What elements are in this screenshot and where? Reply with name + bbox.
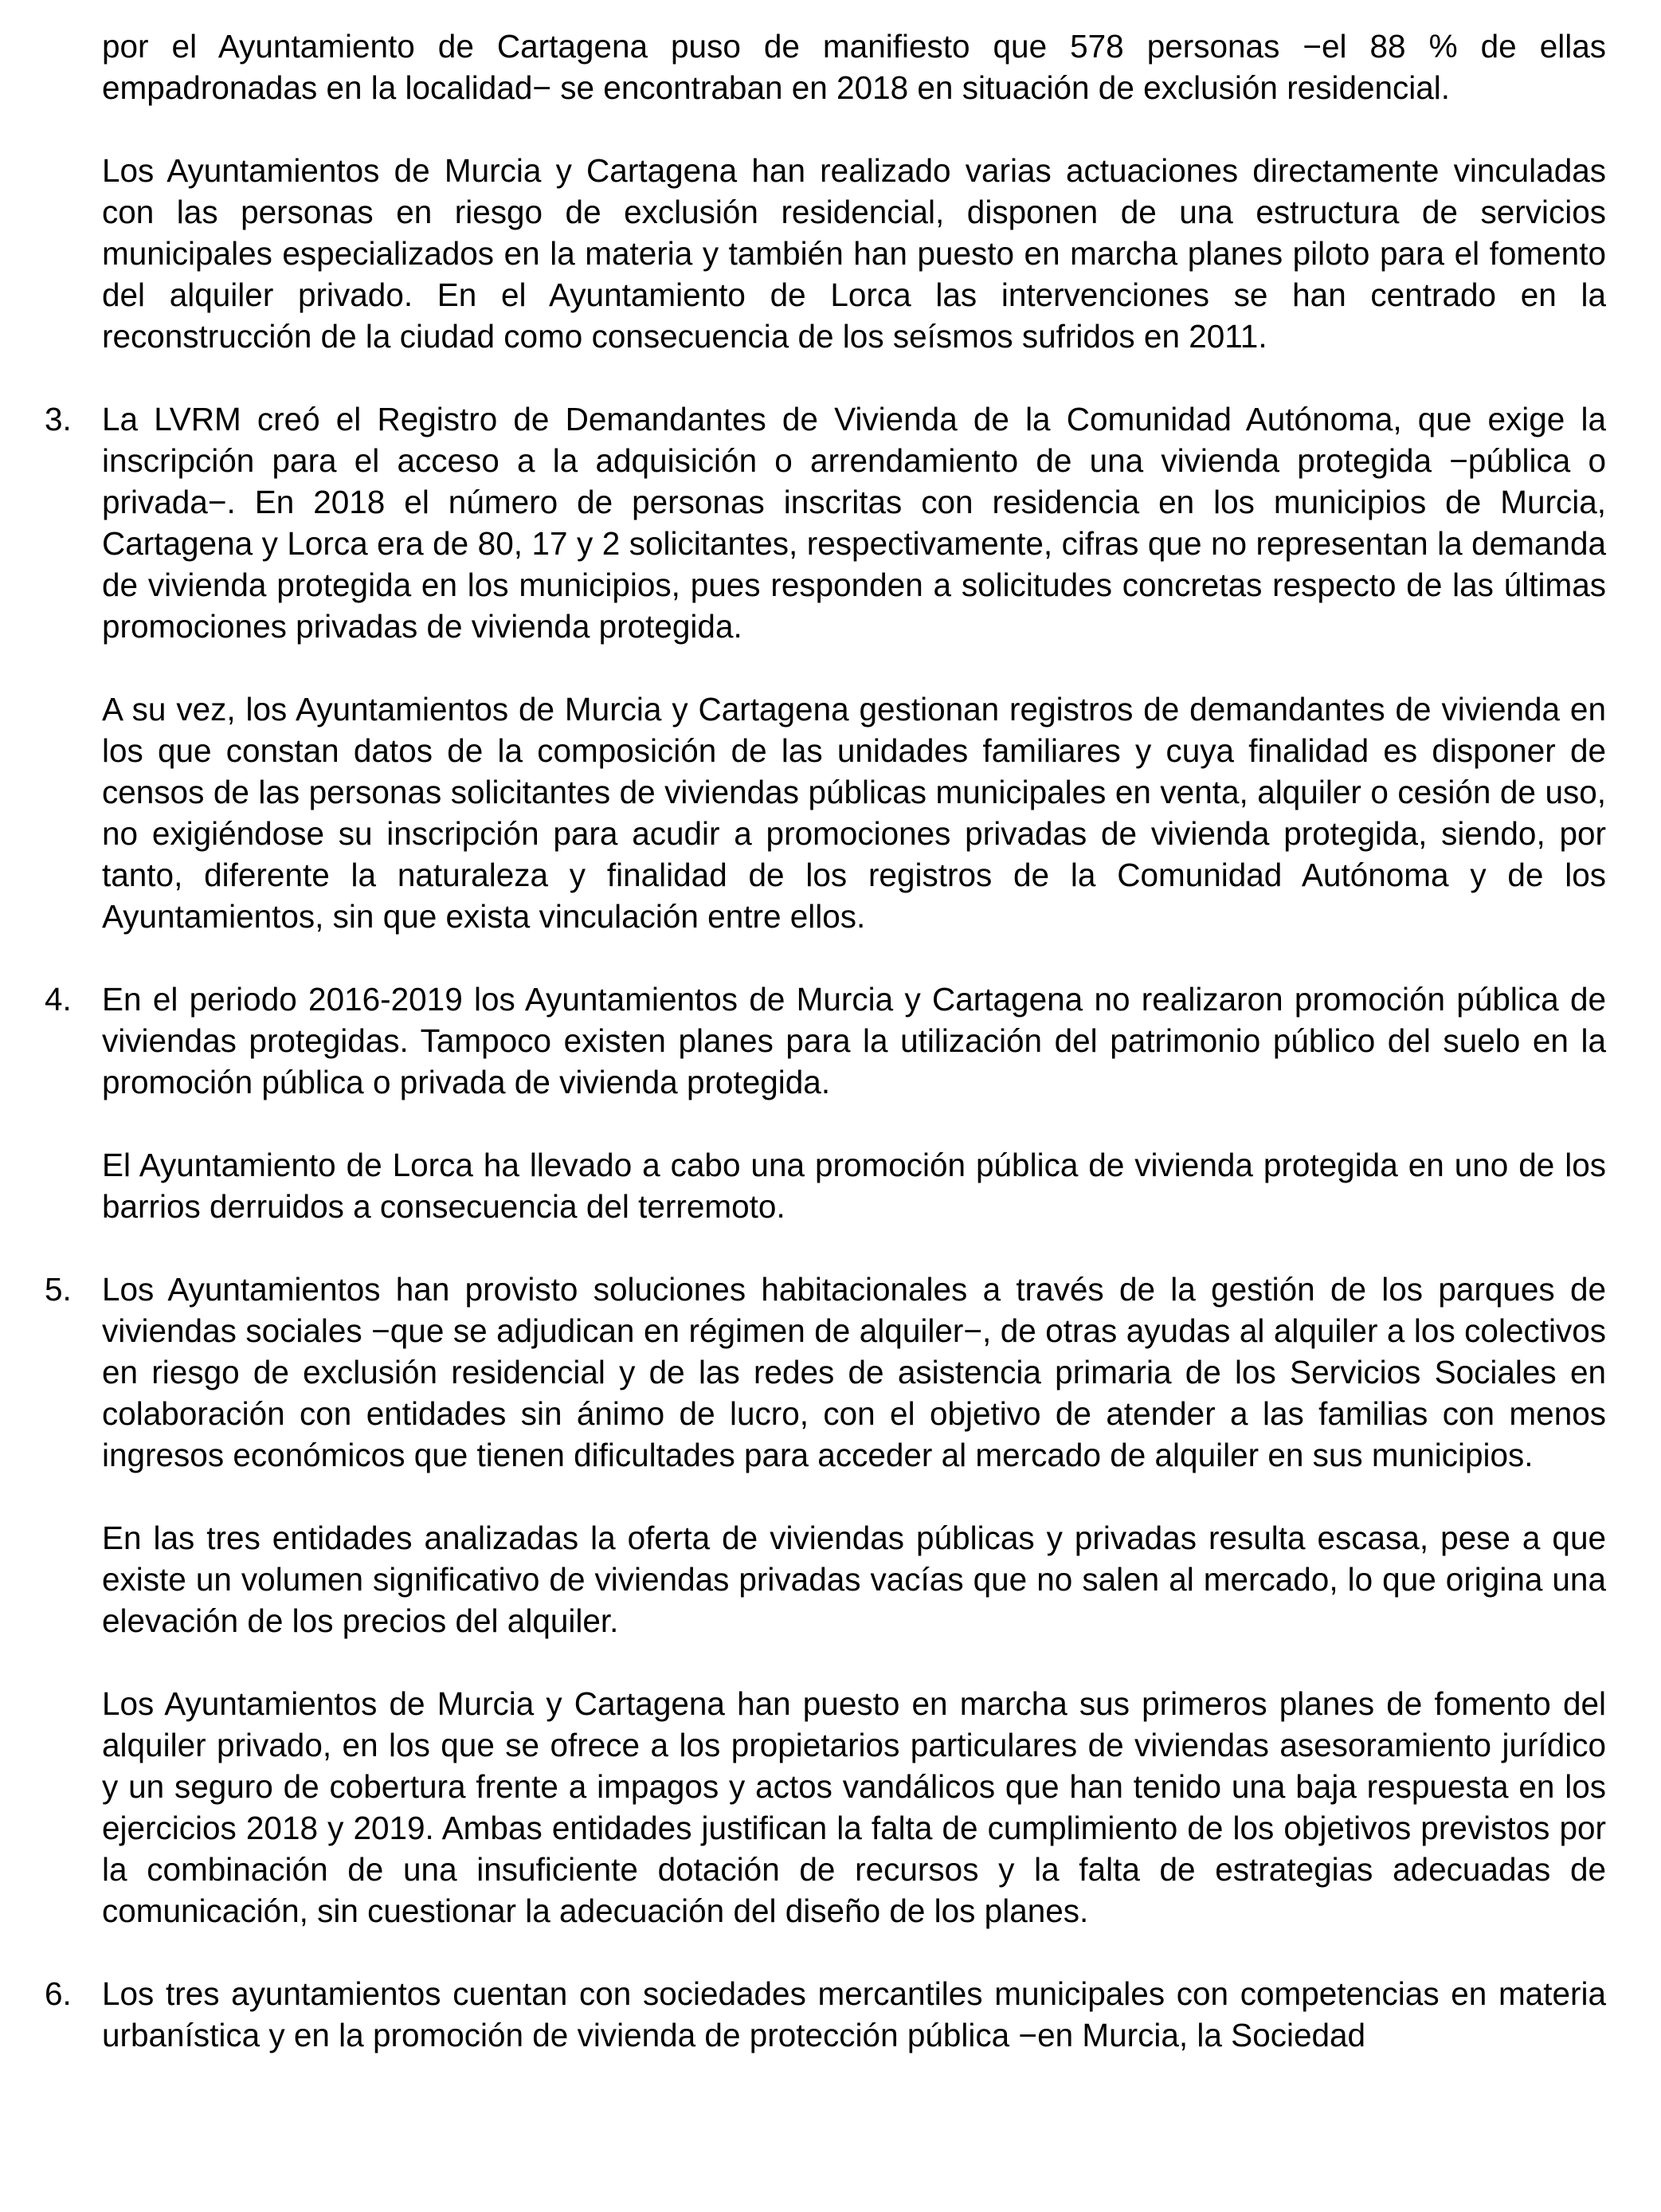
paragraph-registros-demandantes: A su vez, los Ayuntamientos de Murcia y Cartagena gestionan registros de demandantes de vivienda en los que constan datos de la composición de las unidades familiares y cuya finalidad es disponer de censos de las personas solicitantes de viviendas públicas municipales en venta, alquiler o cesión de uso, no exigiéndose su inscripción para acudir a promociones privadas de vivienda protegida, siendo, por tanto, diferente la naturaleza y finalidad de los registros de la Comunidad Autónoma y de los Ayuntamientos, sin que exista vinculación entre ellos.: [102, 691, 1606, 935]
list-number: 6.: [45, 1975, 72, 2012]
paragraph-ayuntamientos-actuaciones: Los Ayuntamientos de Murcia y Cartagena han realizado varias actuaciones directamente vinculadas con las personas en riesgo de exclusión residencial, disponen de una estructura de servicios municipales especializados en la materia y también han puesto en marcha planes piloto para el fomento del alquiler privado. En el Ayuntamiento de Lorca las intervenciones se han centrado en la reconstrucción de la ciudad como consecuencia de los seísmos sufridos en 2011.: [102, 152, 1606, 355]
list-item-6: [45, 1973, 1606, 2056]
list-item-text: Los Ayuntamientos han provisto soluciones habitacionales a través de la gestión de los parques de viviendas sociales −que se adjudican en régimen de alquiler−, de otras ayudas al alquiler a los colectivos en riesgo de exclusión residencial y de las redes de asistencia primaria de los Servicios Sociales en colaboración con entidades sin ánimo de lucro, con el objetivo de atender a las familias con menos ingresos económicos que tienen dificultades para acceder al mercado de alquiler en sus municipios.: [102, 1271, 1606, 1473]
list-item-text: Los tres ayuntamientos cuentan con sociedades mercantiles municipales con competencias en materia urbanística y en la promoción de vivienda de protección pública −en Murcia, la Sociedad: [102, 1975, 1606, 2053]
list-item-text: En el periodo 2016-2019 los Ayuntamientos de Murcia y Cartagena no realizaron promoción pública de viviendas protegidas. Tampoco existen planes para la utilización del patrimonio público del suelo en la promoción pública o privada de vivienda protegida.: [102, 981, 1606, 1100]
paragraph-planes-alquiler: Los Ayuntamientos de Murcia y Cartagena han puesto en marcha sus primeros planes de fomento del alquiler privado, en los que se ofrece a los propietarios particulares de viviendas asesoramiento jurídico y un seguro de cobertura frente a impagos y actos vandálicos que han tenido una baja respuesta en los ejercicios 2018 y 2019. Ambas entidades justifican la falta de cumplimiento de los objetivos previstos por la combinación de una insuficiente dotación de recursos y la falta de estrategias adecuadas de comunicación, sin cuestionar la adecuación del diseño de los planes.: [102, 1685, 1606, 1929]
list-number: 4.: [45, 981, 72, 1018]
paragraph-lorca-promocion: El Ayuntamiento de Lorca ha llevado a cabo una promoción pública de vivienda protegida en uno de los barrios derruidos a consecuencia del terremoto.: [102, 1147, 1606, 1225]
list-item-text: La LVRM creó el Registro de Demandantes de Vivienda de la Comunidad Autónoma, que exige la inscripción para el acceso a la adquisición o arrendamiento de una vivienda protegida −pública o privada−. En 2018 el número de personas inscritas con residencia en los municipios de Murcia, Cartagena y Lorca era de 80, 17 y 2 solicitantes, respectivamente, cifras que no representan la demanda de vivienda protegida en los municipios, pues responden a solicitudes concretas respecto de las últimas promociones privadas de vivienda protegida.: [102, 401, 1606, 645]
paragraph-oferta-viviendas: En las tres entidades analizadas la oferta de viviendas públicas y privadas resulta escasa, pese a que existe un volumen significativo de viviendas privadas vacías que no salen al mercado, lo que origina una elevación de los precios del alquiler.: [102, 1520, 1606, 1639]
list-number: 5.: [45, 1271, 72, 1308]
list-item-3: [45, 398, 1606, 647]
document-body: [45, 25, 1606, 2056]
paragraph-cartagena-exclusion: por el Ayuntamiento de Cartagena puso de manifiesto que 578 personas −el 88 % de ellas empadronadas en la localidad− se encontraban en 2018 en situación de exclusión residencial.: [102, 28, 1606, 106]
list-number: 3.: [45, 401, 72, 437]
list-item-5: [45, 1269, 1606, 1476]
list-item-4: [45, 979, 1606, 1103]
